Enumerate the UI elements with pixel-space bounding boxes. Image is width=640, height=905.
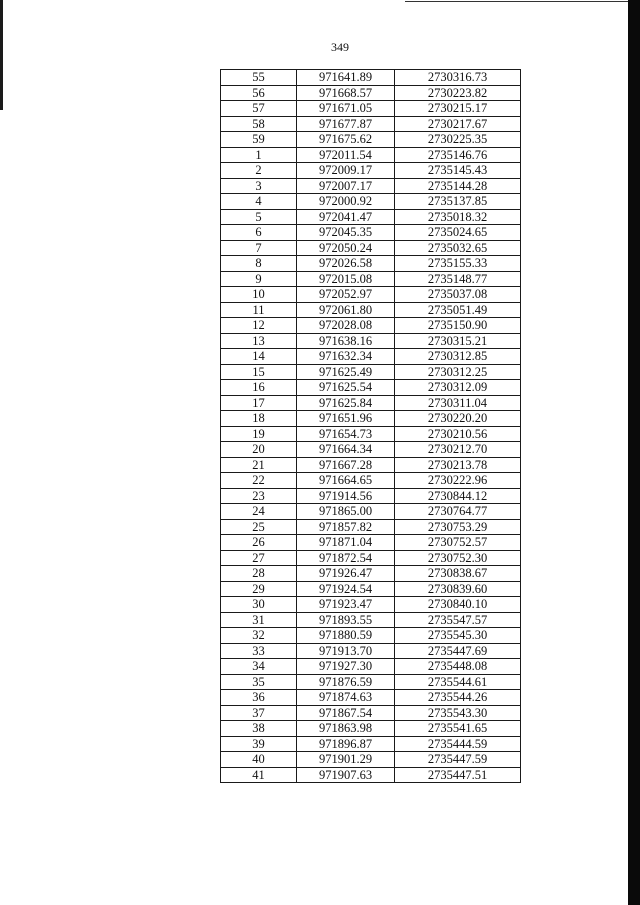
- y-coordinate-cell: 2730753.29: [395, 519, 521, 535]
- x-coordinate-cell: 971907.63: [297, 767, 395, 783]
- x-coordinate-cell: 971625.54: [297, 380, 395, 396]
- table-row: [221, 674, 521, 690]
- table-row: [221, 519, 521, 535]
- point-number-cell: 41: [221, 767, 297, 783]
- table-row: [221, 333, 521, 349]
- point-number-cell: 23: [221, 488, 297, 504]
- point-number-cell: 17: [221, 395, 297, 411]
- y-coordinate-cell: 2735544.61: [395, 674, 521, 690]
- table-row: [221, 581, 521, 597]
- x-coordinate-cell: 971677.87: [297, 116, 395, 132]
- y-coordinate-cell: 2735447.51: [395, 767, 521, 783]
- y-coordinate-cell: 2730210.56: [395, 426, 521, 442]
- y-coordinate-cell: 2735032.65: [395, 240, 521, 256]
- point-number-cell: 19: [221, 426, 297, 442]
- point-number-cell: 13: [221, 333, 297, 349]
- table-row: [221, 597, 521, 613]
- x-coordinate-cell: 972000.92: [297, 194, 395, 210]
- y-coordinate-cell: 2735024.65: [395, 225, 521, 241]
- table-row: [221, 318, 521, 334]
- x-coordinate-cell: 972007.17: [297, 178, 395, 194]
- table-row: [221, 504, 521, 520]
- x-coordinate-cell: 971675.62: [297, 132, 395, 148]
- y-coordinate-cell: 2735541.65: [395, 721, 521, 737]
- point-number-cell: 3: [221, 178, 297, 194]
- table-row: [221, 535, 521, 551]
- point-number-cell: 58: [221, 116, 297, 132]
- point-number-cell: 16: [221, 380, 297, 396]
- table-row: [221, 457, 521, 473]
- y-coordinate-cell: 2730225.35: [395, 132, 521, 148]
- table-row: [221, 736, 521, 752]
- point-number-cell: 36: [221, 690, 297, 706]
- x-coordinate-cell: 971654.73: [297, 426, 395, 442]
- y-coordinate-cell: 2730213.78: [395, 457, 521, 473]
- x-coordinate-cell: 972011.54: [297, 147, 395, 163]
- y-coordinate-cell: 2735444.59: [395, 736, 521, 752]
- x-coordinate-cell: 971671.05: [297, 101, 395, 117]
- y-coordinate-cell: 2735448.08: [395, 659, 521, 675]
- table-row: [221, 690, 521, 706]
- y-coordinate-cell: 2730844.12: [395, 488, 521, 504]
- table-row: [221, 380, 521, 396]
- point-number-cell: 6: [221, 225, 297, 241]
- x-coordinate-cell: 971632.34: [297, 349, 395, 365]
- point-number-cell: 33: [221, 643, 297, 659]
- x-coordinate-cell: 971914.56: [297, 488, 395, 504]
- x-coordinate-cell: 971668.57: [297, 85, 395, 101]
- table-row: [221, 256, 521, 272]
- table-row: [221, 488, 521, 504]
- y-coordinate-cell: 2735545.30: [395, 628, 521, 644]
- table-row: [221, 349, 521, 365]
- point-number-cell: 59: [221, 132, 297, 148]
- table-row: [221, 194, 521, 210]
- x-coordinate-cell: 971876.59: [297, 674, 395, 690]
- point-number-cell: 4: [221, 194, 297, 210]
- x-coordinate-cell: 971880.59: [297, 628, 395, 644]
- y-coordinate-cell: 2730839.60: [395, 581, 521, 597]
- x-coordinate-cell: 971641.89: [297, 70, 395, 86]
- point-number-cell: 15: [221, 364, 297, 380]
- point-number-cell: 18: [221, 411, 297, 427]
- table-row: [221, 395, 521, 411]
- x-coordinate-cell: 971927.30: [297, 659, 395, 675]
- x-coordinate-cell: 971625.84: [297, 395, 395, 411]
- x-coordinate-cell: 972061.80: [297, 302, 395, 318]
- y-coordinate-cell: 2735137.85: [395, 194, 521, 210]
- table-row: [221, 659, 521, 675]
- table-row: [221, 643, 521, 659]
- y-coordinate-cell: 2735037.08: [395, 287, 521, 303]
- point-number-cell: 39: [221, 736, 297, 752]
- scan-edge-left: [0, 0, 3, 110]
- point-number-cell: 1: [221, 147, 297, 163]
- scan-edge-right: [628, 0, 640, 905]
- x-coordinate-cell: 971874.63: [297, 690, 395, 706]
- point-number-cell: 26: [221, 535, 297, 551]
- y-coordinate-cell: 2735150.90: [395, 318, 521, 334]
- y-coordinate-cell: 2735145.43: [395, 163, 521, 179]
- table-row: [221, 147, 521, 163]
- point-number-cell: 27: [221, 550, 297, 566]
- y-coordinate-cell: 2730838.67: [395, 566, 521, 582]
- point-number-cell: 29: [221, 581, 297, 597]
- table-row: [221, 101, 521, 117]
- x-coordinate-cell: 971857.82: [297, 519, 395, 535]
- table-row: [221, 550, 521, 566]
- y-coordinate-cell: 2735543.30: [395, 705, 521, 721]
- y-coordinate-cell: 2735144.28: [395, 178, 521, 194]
- x-coordinate-cell: 972015.08: [297, 271, 395, 287]
- y-coordinate-cell: 2730311.04: [395, 395, 521, 411]
- point-number-cell: 37: [221, 705, 297, 721]
- table-row: [221, 612, 521, 628]
- table-row: [221, 411, 521, 427]
- table-row: [221, 240, 521, 256]
- table-row: [221, 442, 521, 458]
- point-number-cell: 14: [221, 349, 297, 365]
- y-coordinate-cell: 2730215.17: [395, 101, 521, 117]
- y-coordinate-cell: 2735547.57: [395, 612, 521, 628]
- point-number-cell: 5: [221, 209, 297, 225]
- y-coordinate-cell: 2730220.20: [395, 411, 521, 427]
- x-coordinate-cell: 972052.97: [297, 287, 395, 303]
- y-coordinate-cell: 2730212.70: [395, 442, 521, 458]
- table-row: [221, 209, 521, 225]
- point-number-cell: 21: [221, 457, 297, 473]
- table-row: [221, 302, 521, 318]
- table-row: [221, 364, 521, 380]
- y-coordinate-cell: 2735155.33: [395, 256, 521, 272]
- table-row: [221, 287, 521, 303]
- point-number-cell: 10: [221, 287, 297, 303]
- point-number-cell: 22: [221, 473, 297, 489]
- table-row: [221, 116, 521, 132]
- x-coordinate-cell: 971664.34: [297, 442, 395, 458]
- y-coordinate-cell: 2735146.76: [395, 147, 521, 163]
- table-row: [221, 767, 521, 783]
- table-row: [221, 225, 521, 241]
- table-row: [221, 721, 521, 737]
- y-coordinate-cell: 2730752.30: [395, 550, 521, 566]
- table-row: [221, 566, 521, 582]
- y-coordinate-cell: 2735447.59: [395, 752, 521, 768]
- x-coordinate-cell: 971651.96: [297, 411, 395, 427]
- x-coordinate-cell: 971893.55: [297, 612, 395, 628]
- table-row: [221, 70, 521, 86]
- table-row: [221, 752, 521, 768]
- point-number-cell: 38: [221, 721, 297, 737]
- y-coordinate-cell: 2730316.73: [395, 70, 521, 86]
- table-row: [221, 178, 521, 194]
- x-coordinate-cell: 971901.29: [297, 752, 395, 768]
- x-coordinate-cell: 971923.47: [297, 597, 395, 613]
- y-coordinate-cell: 2730222.96: [395, 473, 521, 489]
- table-row: [221, 628, 521, 644]
- x-coordinate-cell: 971664.65: [297, 473, 395, 489]
- point-number-cell: 31: [221, 612, 297, 628]
- y-coordinate-cell: 2730315.21: [395, 333, 521, 349]
- x-coordinate-cell: 971871.04: [297, 535, 395, 551]
- point-number-cell: 11: [221, 302, 297, 318]
- table-row: [221, 163, 521, 179]
- y-coordinate-cell: 2735544.26: [395, 690, 521, 706]
- x-coordinate-cell: 972050.24: [297, 240, 395, 256]
- coordinate-table: [220, 69, 521, 783]
- x-coordinate-cell: 971924.54: [297, 581, 395, 597]
- x-coordinate-cell: 971865.00: [297, 504, 395, 520]
- scan-edge-top: [405, 1, 630, 2]
- x-coordinate-cell: 971625.49: [297, 364, 395, 380]
- x-coordinate-cell: 971867.54: [297, 705, 395, 721]
- table-row: [221, 473, 521, 489]
- table-row: [221, 85, 521, 101]
- y-coordinate-cell: 2730840.10: [395, 597, 521, 613]
- y-coordinate-cell: 2735447.69: [395, 643, 521, 659]
- x-coordinate-cell: 971872.54: [297, 550, 395, 566]
- table-row: [221, 271, 521, 287]
- x-coordinate-cell: 972026.58: [297, 256, 395, 272]
- point-number-cell: 2: [221, 163, 297, 179]
- y-coordinate-cell: 2735051.49: [395, 302, 521, 318]
- x-coordinate-cell: 972009.17: [297, 163, 395, 179]
- y-coordinate-cell: 2735018.32: [395, 209, 521, 225]
- point-number-cell: 8: [221, 256, 297, 272]
- point-number-cell: 9: [221, 271, 297, 287]
- x-coordinate-cell: 972041.47: [297, 209, 395, 225]
- coordinate-table-body: [221, 70, 521, 783]
- y-coordinate-cell: 2730217.67: [395, 116, 521, 132]
- table-row: [221, 705, 521, 721]
- y-coordinate-cell: 2730223.82: [395, 85, 521, 101]
- y-coordinate-cell: 2730764.77: [395, 504, 521, 520]
- table-row: [221, 132, 521, 148]
- x-coordinate-cell: 971667.28: [297, 457, 395, 473]
- point-number-cell: 28: [221, 566, 297, 582]
- x-coordinate-cell: 971896.87: [297, 736, 395, 752]
- point-number-cell: 20: [221, 442, 297, 458]
- point-number-cell: 24: [221, 504, 297, 520]
- y-coordinate-cell: 2730312.25: [395, 364, 521, 380]
- y-coordinate-cell: 2730312.85: [395, 349, 521, 365]
- point-number-cell: 56: [221, 85, 297, 101]
- point-number-cell: 57: [221, 101, 297, 117]
- x-coordinate-cell: 971913.70: [297, 643, 395, 659]
- point-number-cell: 7: [221, 240, 297, 256]
- page-number: 349: [331, 40, 349, 54]
- point-number-cell: 34: [221, 659, 297, 675]
- x-coordinate-cell: 971863.98: [297, 721, 395, 737]
- x-coordinate-cell: 972028.08: [297, 318, 395, 334]
- y-coordinate-cell: 2735148.77: [395, 271, 521, 287]
- point-number-cell: 35: [221, 674, 297, 690]
- table-row: [221, 426, 521, 442]
- point-number-cell: 55: [221, 70, 297, 86]
- point-number-cell: 25: [221, 519, 297, 535]
- x-coordinate-cell: 972045.35: [297, 225, 395, 241]
- point-number-cell: 40: [221, 752, 297, 768]
- y-coordinate-cell: 2730752.57: [395, 535, 521, 551]
- point-number-cell: 30: [221, 597, 297, 613]
- x-coordinate-cell: 971926.47: [297, 566, 395, 582]
- x-coordinate-cell: 971638.16: [297, 333, 395, 349]
- y-coordinate-cell: 2730312.09: [395, 380, 521, 396]
- point-number-cell: 32: [221, 628, 297, 644]
- point-number-cell: 12: [221, 318, 297, 334]
